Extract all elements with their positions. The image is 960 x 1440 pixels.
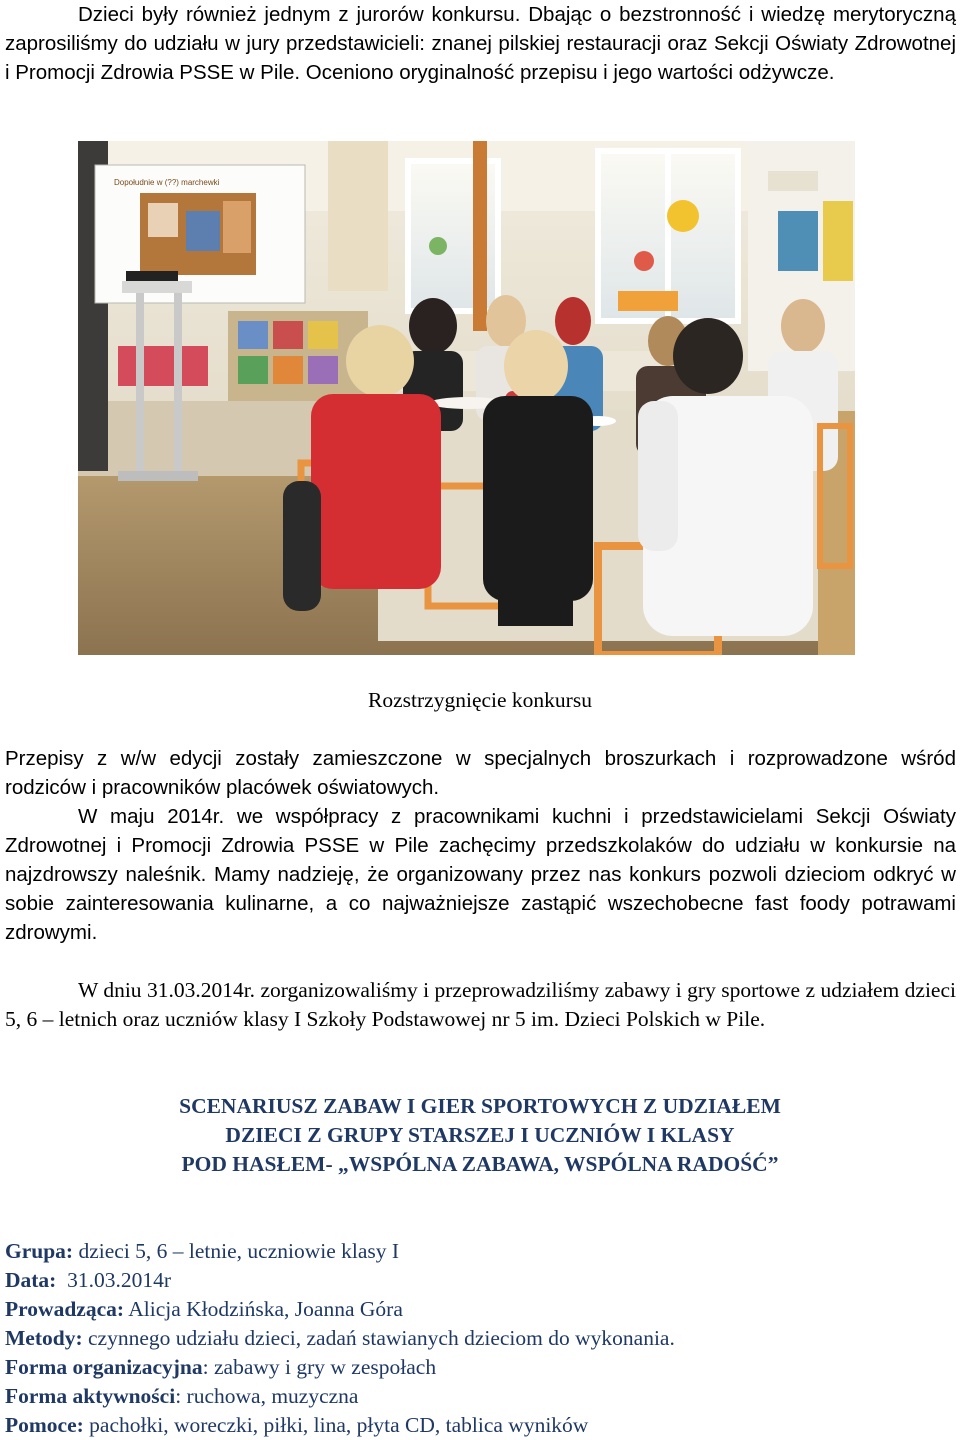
detail-value: 31.03.2014r [56, 1268, 172, 1292]
detail-row-activity-form [5, 1382, 956, 1411]
detail-key: Forma organizacyjna [5, 1355, 203, 1379]
detail-row-group [5, 1237, 956, 1266]
sports-event-paragraph: W dniu 31.03.2014r. zorganizowaliśmy i przeprowadziliśmy zabawy i gry sportowe z udziałem dzieci 5, 6 – letnich oraz uczniów klasy I Szkoły Podstawowej nr 5 im. Dzieci Polskich w Pile. [5, 978, 956, 1031]
detail-key: Pomoce: [5, 1413, 84, 1437]
detail-key: Data: [5, 1268, 57, 1292]
scenario-details [5, 1237, 956, 1440]
detail-row-organizational-form [5, 1353, 956, 1382]
meeting-photo-illustration [78, 141, 855, 655]
screen-title: Dopołudnie w (??) marchewki [114, 178, 220, 187]
detail-row-aids [5, 1411, 956, 1440]
detail-row-leaders [5, 1295, 956, 1324]
detail-value: : zabawy i gry w zespołach [202, 1355, 437, 1379]
detail-value: : ruchowa, muzyczna [175, 1384, 359, 1408]
detail-key: Forma aktywności [5, 1384, 176, 1408]
contest-plan-paragraph: W maju 2014r. we współpracy z pracownikami kuchni i przedstawicielami Sekcji Oświaty Zdrowotnej i Promocji Zdrowia PSSE w Pile zachęcimy przedszkolaków do udziału w konkursie na najzdrowszy naleśnik. Mamy nadzieję, że organizowany przez nas konkurs pozwoli dzieciom odkryć w sobie zainteresowania kulinarne, a co najważniejsze zastąpić wszechobecne fast foody potrawami zdrowymi. [5, 805, 956, 944]
scenario-heading-line-2: DZIECI Z GRUPY STARSZEJ I UCZNIÓW I KLASY [225, 1123, 735, 1147]
detail-row-methods [5, 1324, 956, 1353]
detail-value: Alicja Kłodzińska, Joanna Góra [124, 1297, 403, 1321]
detail-row-date [5, 1266, 956, 1295]
scenario-heading-line-1: SCENARIUSZ ZABAW I GIER SPORTOWYCH Z UDZIAŁEM [179, 1094, 781, 1118]
intro-rest: Dbając o bezstronność i wiedzę merytoryczną zaprosiliśmy do udziału w jury przedstawicieli: znanej pilskiej restauracji oraz Sekcji Oświaty Zdrowotnej i Promocji Zdrowia PSSE w Pile. Oceniono oryginalność przepisu i jego wartości odżywcze. [5, 3, 956, 84]
intro-first-sentence: Dzieci były również jednym z jurorów konkursu. [78, 3, 521, 26]
detail-key: Grupa: [5, 1239, 74, 1263]
meeting-photo [78, 141, 855, 655]
photo-caption: Rozstrzygnięcie konkursu [368, 688, 592, 712]
brochure-paragraph: Przepisy z w/w edycji zostały zamieszczone w specjalnych broszurkach i rozprowadzone wśród rodziców i pracowników placówek oświatowych. [5, 747, 956, 799]
scenario-heading [0, 1092, 960, 1179]
detail-value: dzieci 5, 6 – letnie, uczniowie klasy I [73, 1239, 400, 1263]
intro-paragraph [5, 0, 956, 87]
detail-value: czynnego udziału dzieci, zadań stawianych dzieciom do wykonania. [82, 1326, 675, 1350]
scenario-heading-line-3: POD HASŁEM- „WSPÓLNA ZABAWA, WSPÓLNA RADOŚĆ” [181, 1152, 779, 1176]
detail-key: Metody: [5, 1326, 83, 1350]
detail-key: Prowadząca: [5, 1297, 125, 1321]
detail-value: pachołki, woreczki, piłki, lina, płyta CD, tablica wyników [83, 1413, 589, 1437]
